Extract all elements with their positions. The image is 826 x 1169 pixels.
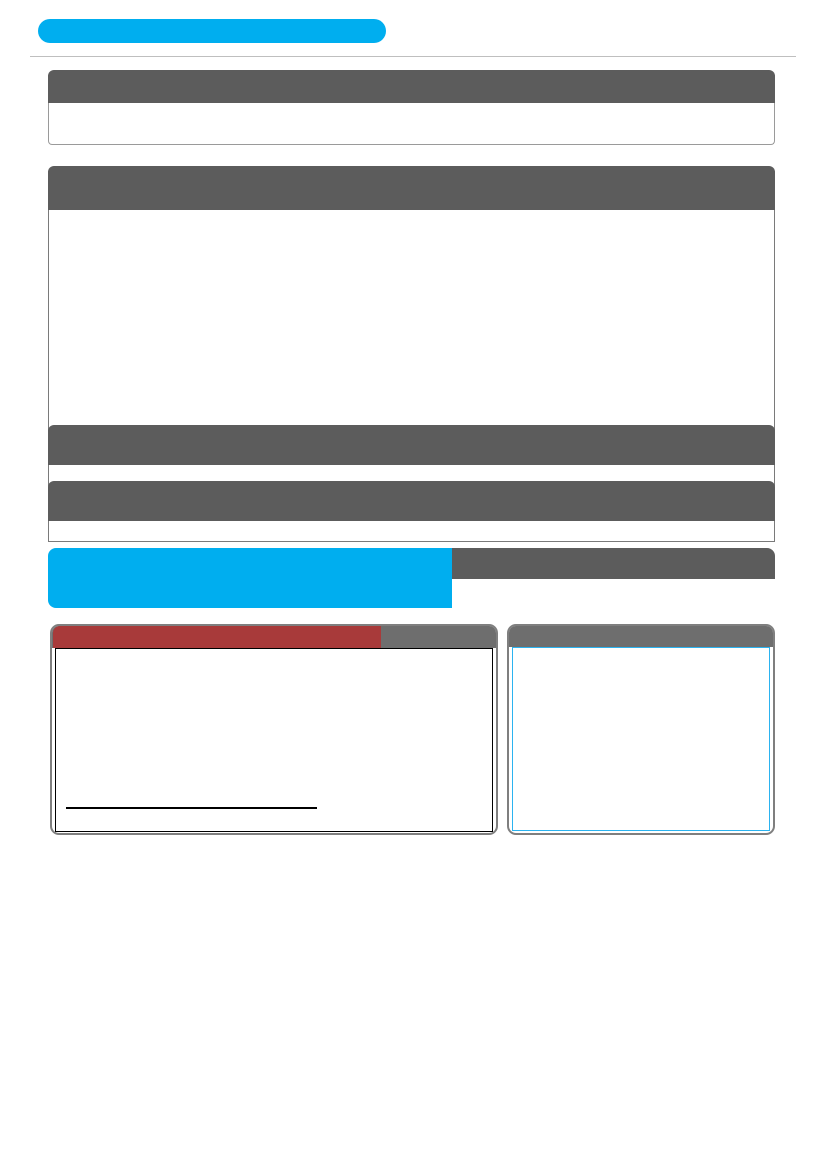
page-title-badge bbox=[38, 19, 386, 43]
page-header bbox=[0, 0, 826, 60]
total-column-headers bbox=[452, 548, 775, 579]
frais-section bbox=[48, 481, 775, 542]
total-label-box bbox=[48, 548, 452, 608]
chart-panel-header bbox=[52, 626, 496, 648]
contract-body bbox=[48, 103, 775, 145]
billing-history-panel bbox=[507, 624, 775, 835]
chart-bars bbox=[66, 675, 316, 807]
total-section bbox=[48, 548, 775, 608]
total-value-row bbox=[452, 579, 775, 608]
chart-title-bar bbox=[53, 626, 381, 648]
chart-plot-area bbox=[55, 648, 493, 832]
header-divider bbox=[30, 56, 796, 57]
gas-table-header bbox=[48, 166, 775, 210]
frais-body bbox=[48, 521, 775, 542]
services-header bbox=[48, 425, 775, 465]
services-section bbox=[48, 425, 775, 486]
contract-subtitle bbox=[58, 106, 61, 118]
gas-table-body bbox=[48, 210, 775, 457]
gas-table bbox=[48, 166, 775, 457]
contract-section bbox=[48, 70, 775, 145]
contract-title bbox=[48, 70, 775, 103]
billing-history-title bbox=[509, 626, 773, 647]
frais-header bbox=[48, 481, 775, 521]
billing-history-body bbox=[512, 647, 770, 831]
chart-x-axis bbox=[66, 807, 317, 809]
consumption-chart-panel bbox=[50, 624, 498, 835]
